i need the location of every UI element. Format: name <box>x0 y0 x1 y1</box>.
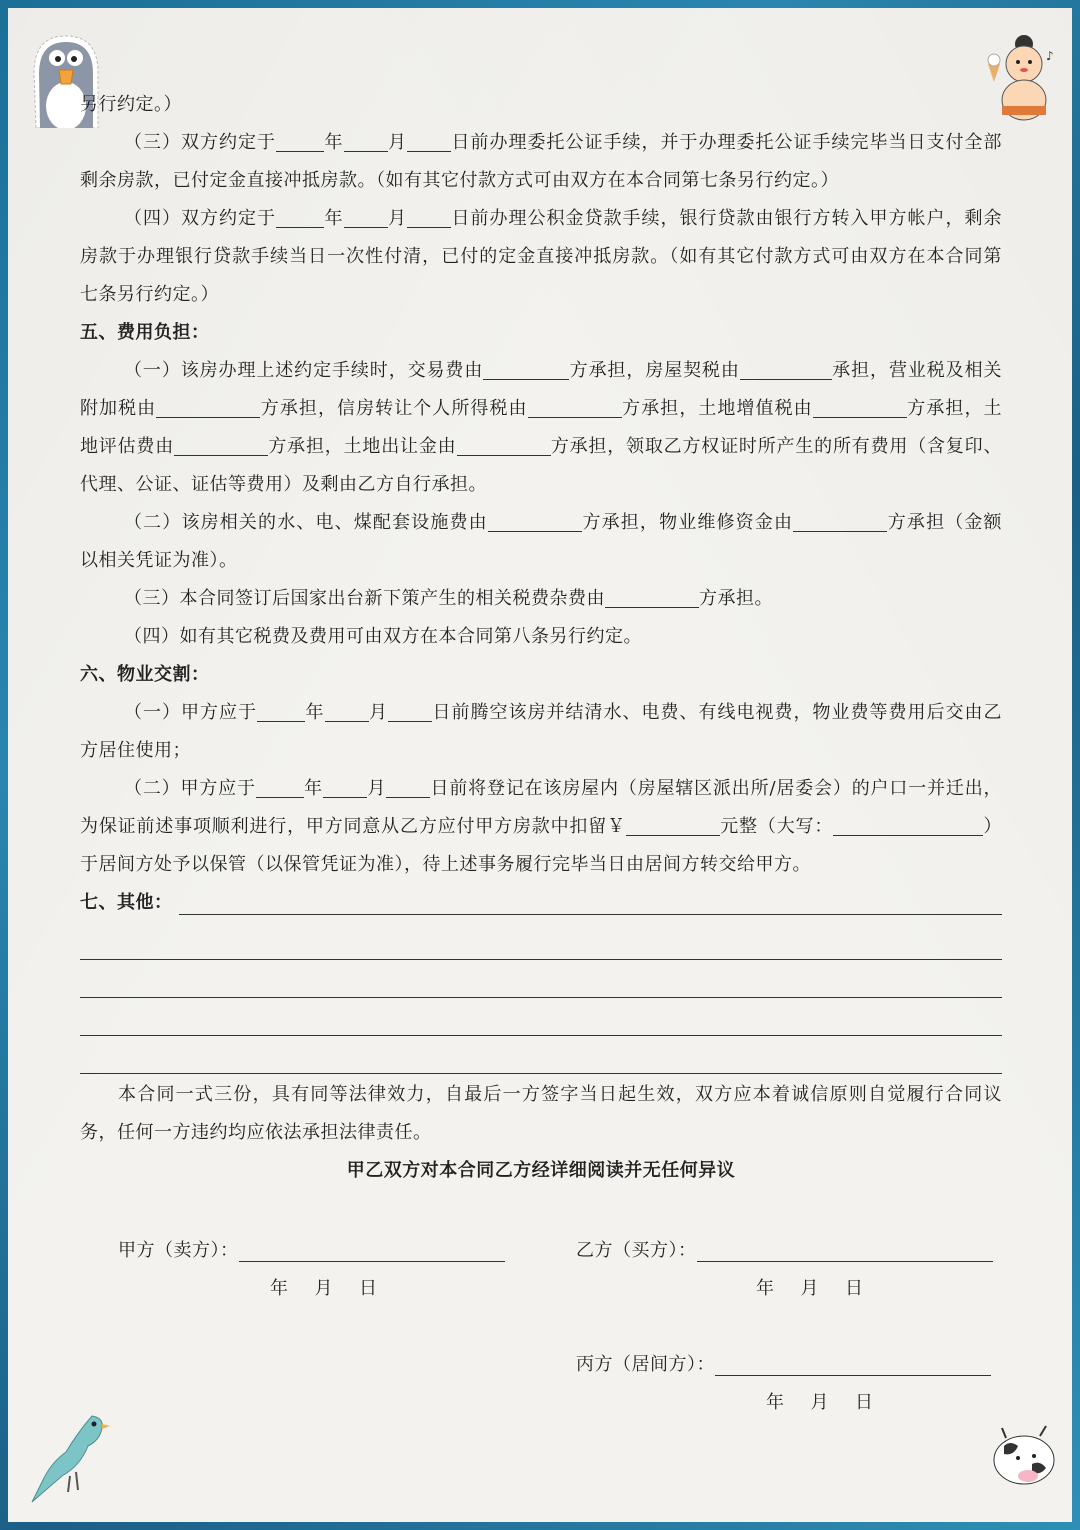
month-blank[interactable] <box>344 205 388 228</box>
text-line: 地评估费由 方承担，土地出让金由 方承担，领取乙方权证时所产生的所有费用（含复印、 <box>80 428 1002 466</box>
contract-body <box>80 86 1002 1190</box>
text-line: 代理、公证、证估等费用）及剩由乙方自行承担。 <box>80 474 487 495</box>
other-terms-blank[interactable] <box>179 892 1003 915</box>
party-c-date: 年 月 日 <box>766 1392 874 1413</box>
text-line: 为保证前述事项顺利进行，甲方同意从乙方应付甲方房款中扣留￥ 元整（大写： ） <box>80 808 1002 846</box>
day-blank[interactable] <box>407 129 451 152</box>
party-a-date: 年 月 日 <box>270 1278 378 1299</box>
year-blank[interactable] <box>257 699 305 722</box>
agreement-statement: 甲乙双方对本合同乙方经详细阅读并无任何异议 <box>346 1160 736 1181</box>
party-a-signature: 甲方（卖方）： <box>118 1236 505 1262</box>
section-heading-6: 六、物业交割： <box>80 664 210 685</box>
document-page <box>8 8 1072 1522</box>
fill-blank[interactable] <box>605 585 699 608</box>
day-blank[interactable] <box>386 775 430 798</box>
cow-sticker-icon <box>982 1420 1062 1500</box>
section-heading-5: 五、费用负担： <box>80 322 210 343</box>
fill-blank[interactable] <box>156 395 260 418</box>
day-blank[interactable] <box>407 205 451 228</box>
party-b-date: 年 月 日 <box>756 1278 864 1299</box>
clause-4-4: （四）双方约定于 年 月 日前办理公积金贷款手续，银行贷款由银行方转入甲方帐户，剩余 <box>80 200 1002 238</box>
party-a-signature-field[interactable] <box>239 1239 505 1262</box>
clause-5-1: （一）该房办理上述约定手续时，交易费由 方承担，房屋契税由 承担，营业税及相关 <box>80 352 1002 390</box>
clause-5-2: （二）该房相关的水、电、煤配套设施费由 方承担，物业维修资金由 方承担（金额 <box>80 504 1002 542</box>
fill-blank[interactable] <box>813 395 907 418</box>
validity-clause: 本合同一式三份，具有同等法律效力，自最后一方签字当日起生效，双方应本着诚信原则自觉履行合同议 <box>118 1084 1002 1105</box>
other-terms-line[interactable] <box>80 922 1002 960</box>
month-blank[interactable] <box>323 775 367 798</box>
other-terms-line[interactable] <box>80 998 1002 1036</box>
fill-blank[interactable] <box>483 357 569 380</box>
year-blank[interactable] <box>276 129 324 152</box>
fill-blank[interactable] <box>528 395 622 418</box>
text-line: 于居间方处予以保管（以保管凭证为准），待上述事务履行完毕当日由居间方转交给甲方。 <box>80 854 811 875</box>
other-terms-line[interactable] <box>80 960 1002 998</box>
bird-sticker-icon <box>22 1406 112 1506</box>
svg-text:♪: ♪ <box>1046 49 1054 63</box>
section-heading-7: 七、其他： <box>80 884 1002 922</box>
text-line: 另行约定。） <box>80 94 182 115</box>
year-blank[interactable] <box>276 205 324 228</box>
text-line: 方居住使用； <box>80 740 191 761</box>
clause-6-1: （一）甲方应于 年 月 日前腾空该房并结清水、电费、有线电视费，物业费等费用后交由乙 <box>80 694 1002 732</box>
month-blank[interactable] <box>325 699 369 722</box>
clause-5-3: （三）双方约定于 年 月 日前办理委托公证手续，并于办理委托公证手续完毕当日支付全部 <box>80 124 1002 162</box>
text-line: 剩余房款，已付定金直接冲抵房款。（如有其它付款方式可由双方在本合同第七条另行约定。） <box>80 170 839 191</box>
party-b-signature-field[interactable] <box>697 1239 993 1262</box>
amount-blank[interactable] <box>626 813 720 836</box>
year-blank[interactable] <box>256 775 304 798</box>
text-line: 房款于办理银行贷款手续当日一次性付清，已付的定金直接冲抵房款。（如有其它付款方式可由双方在本合同第 <box>80 246 1002 267</box>
party-c-signature-field[interactable] <box>715 1353 991 1376</box>
day-blank[interactable] <box>388 699 432 722</box>
fill-blank[interactable] <box>740 357 832 380</box>
text-line: 务，任何一方违约均应依法承担法律责任。 <box>80 1122 432 1143</box>
clause-5-3b: （三）本合同签订后国家出台新下策产生的相关税费杂费由 方承担。 <box>80 580 1002 618</box>
fill-blank[interactable] <box>793 509 887 532</box>
fill-blank[interactable] <box>174 433 268 456</box>
clause-5-4: （四）如有其它税费及费用可由双方在本合同第八条另行约定。 <box>124 626 642 647</box>
text-line: 七条另行约定。） <box>80 284 219 305</box>
fill-blank[interactable] <box>488 509 582 532</box>
party-b-signature: 乙方（买方）： <box>576 1236 993 1262</box>
text-line: 以相关凭证为准）。 <box>80 550 238 571</box>
text-line: 附加税由 方承担，信房转让个人所得税由 方承担，土地增值税由 方承担，土 <box>80 390 1002 428</box>
party-c-signature: 丙方（居间方）： <box>576 1350 991 1376</box>
other-terms-line[interactable] <box>80 1036 1002 1074</box>
clause-6-2: （二）甲方应于 年 月 日前将登记在该房屋内（房屋辖区派出所/居委会）的户口一并迁出， <box>80 770 1002 808</box>
amount-words-blank[interactable] <box>833 813 983 836</box>
fill-blank[interactable] <box>457 433 551 456</box>
month-blank[interactable] <box>344 129 388 152</box>
